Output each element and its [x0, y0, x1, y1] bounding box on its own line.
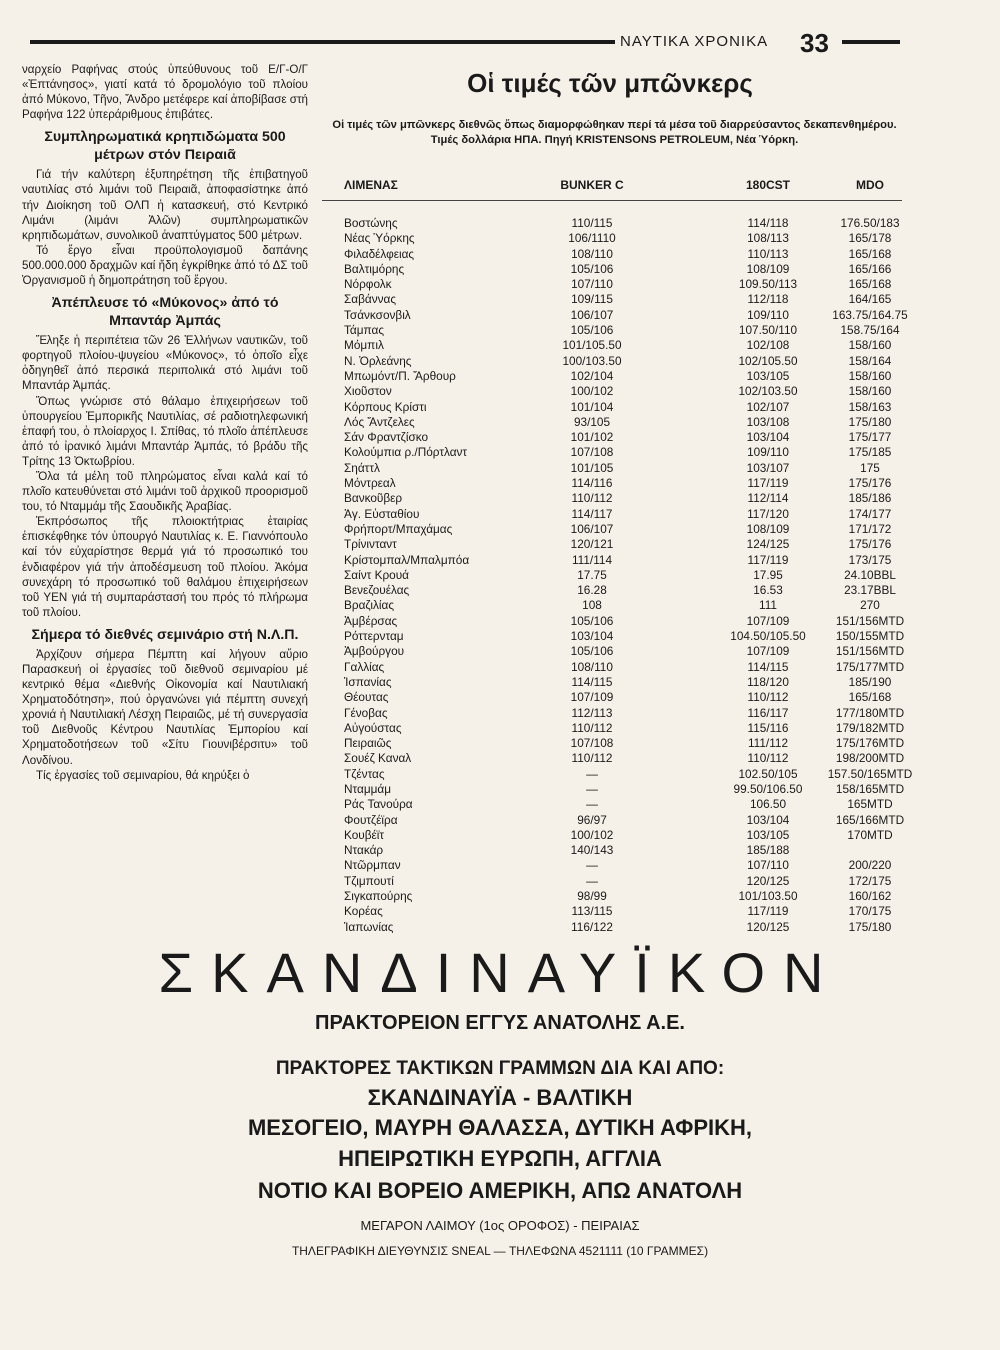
left-column [22, 62, 308, 783]
port-cell: Νόρφολκ [344, 277, 392, 292]
port-cell: Αὐγούστας [344, 720, 402, 735]
port-cell: Ἰαπωνίας [344, 919, 394, 934]
mdo-cell: 165/166MTD [835, 812, 905, 827]
bunker-c-cell: 114/116 [571, 476, 613, 491]
table-row [322, 598, 902, 613]
cst-180-cell: 112/114 [747, 491, 789, 506]
mdo-cell: 151/156MTD [835, 644, 905, 659]
section-paragraph: Τίς ἐργασίες τοῦ σεμιναρίου, θά κηρύξει ὁ [36, 768, 250, 782]
cst-180-cell: 106.50 [749, 797, 787, 812]
table-row [322, 812, 905, 828]
cst-180-cell: 103/104 [746, 430, 790, 445]
bunker-c-cell: 108/110 [571, 659, 613, 674]
table-body [322, 216, 913, 935]
bunker-c-cell: 100/103.50 [562, 353, 622, 368]
table-row [322, 216, 902, 231]
cst-180-cell: 117/119 [747, 552, 789, 567]
mdo-cell: 170/175 [848, 904, 892, 919]
bunker-c-cell: 93/105 [573, 414, 611, 429]
port-cell: Ἀμβέρσας [344, 613, 398, 628]
cst-180-cell: 99.50/106.50 [733, 781, 803, 796]
bunker-c-cell: 110/112 [571, 751, 613, 766]
bunker-c-cell: 110/112 [571, 720, 613, 735]
bunker-c-cell: 120/121 [570, 537, 614, 552]
table-row [322, 415, 902, 430]
bunker-c-cell: 101/105 [570, 460, 614, 475]
section-paragraph: Ὅπως γνώρισε στό θάλαμο ἐπιχειρήσεων τοῦ ὑπουργείου Ἐμπορικῆς Ναυτιλίας, σέ ραδιοτηλεφωνική ἐπαφή του, ὁ πλοίαρχος Ι. Σπίθας, τό πλοῖο ἀπέπλευσε ἀπό τό ἰρανικό λιμάνι Μπαντάρ Ἀμπάς, τό βράδυ τῆς Τρίτης 13 Ὀκτωβρίου. [22, 394, 308, 468]
cst-180-cell: 102/105.50 [738, 353, 798, 368]
cst-180-cell: 185/188 [746, 843, 790, 858]
bunker-c-cell: 114/117 [571, 506, 613, 521]
bunker-c-cell: 106/107 [570, 307, 614, 322]
cst-180-cell: 107/109 [746, 644, 790, 659]
port-cell: Μόμπιλ [344, 338, 384, 353]
mdo-cell: 185/186 [848, 491, 892, 506]
table-row [322, 354, 902, 369]
mdo-cell: 158.75/164 [840, 323, 900, 338]
bunker-c-cell: 114/115 [571, 674, 613, 689]
mdo-cell: 179/182MTD [835, 720, 905, 735]
header-underline [322, 200, 902, 201]
cst-180-cell: 103/104 [746, 812, 790, 827]
mdo-cell: 175/176MTD [835, 736, 905, 751]
bunker-c-cell: 101/102 [570, 430, 614, 445]
mdo-cell: 151/156MTD [835, 613, 905, 628]
cst-180-cell: 107/110 [747, 858, 789, 873]
mdo-cell: 175 [860, 460, 880, 475]
column-header-mdo: MDO [856, 178, 884, 192]
cst-180-cell: 109/110 [747, 307, 789, 322]
table-row [322, 277, 902, 292]
cst-180-cell: 17.95 [753, 567, 783, 582]
table-row [322, 889, 902, 904]
mdo-cell: 165MTD [847, 797, 893, 812]
mdo-cell: 175/177MTD [835, 659, 905, 674]
port-cell: Ρόττερνταμ [344, 629, 404, 644]
bunker-c-cell: 116/122 [571, 919, 613, 934]
bunker-c-cell: 110/115 [571, 216, 613, 230]
mdo-cell: 176.50/183 [840, 216, 900, 230]
ad-line: ΝΟΤΙΟ ΚΑΙ ΒΟΡΕΙΟ ΑΜΕΡΙΚΗ, ΑΠΩ ΑΝΑΤΟΛΗ [257, 1178, 743, 1203]
bunker-c-cell: 111/114 [571, 552, 612, 567]
table-row [322, 491, 902, 506]
table-row [322, 613, 905, 629]
port-cell: Σαίντ Κρουά [344, 567, 409, 582]
table-row [322, 659, 905, 675]
cst-180-cell: 101/103.50 [738, 889, 798, 904]
ad-subtitle: ΠΡΑΚΤΟΡΕΙΟΝ ΕΓΓΥΣ ΑΝΑΤΟΛΗΣ Α.Ε. [315, 1012, 685, 1034]
cst-180-cell: 108/109 [746, 521, 790, 536]
table-row [322, 797, 902, 812]
port-cell: Κολούμπια ρ./Πόρτλαντ [344, 445, 468, 460]
cst-180-cell: 103/107 [746, 460, 790, 475]
cst-180-cell: 110/112 [747, 690, 789, 705]
bunker-c-cell: 107/109 [570, 690, 614, 705]
table-row [322, 292, 902, 307]
port-cell: Λός Ἄντζελες [344, 414, 415, 429]
mdo-cell: 24.10BBL [844, 567, 896, 582]
cst-180-cell: 114/115 [747, 659, 789, 674]
mdo-cell: 160/162 [848, 889, 892, 904]
ad-line: ΣΚΑΝΔΙΝΑΥΪΑ - ΒΑΛΤΙΚΗ [367, 1085, 633, 1110]
port-cell: Πειραιῶς [344, 736, 392, 751]
bunker-c-cell: 101/105.50 [562, 338, 622, 353]
ad-brand: ΣΚΑΝΔΙΝΑΥΪΚΟΝ [158, 941, 842, 1004]
bunker-c-cell: 105/106 [570, 613, 614, 628]
cst-180-cell: 108/109 [746, 261, 790, 276]
bunker-c-cell: — [586, 797, 598, 812]
bunker-c-cell: — [586, 781, 598, 796]
bunker-c-cell: 107/108 [570, 445, 614, 460]
ad-line: ΜΕΣΟΓΕΙΟ, ΜΑΥΡΗ ΘΑΛΑΣΣΑ, ΔΥΤΙΚΗ ΑΦΡΙΚΗ, [247, 1115, 753, 1140]
port-cell: Φιλαδέλφειας [344, 246, 415, 261]
cst-180-cell: 120/125 [746, 919, 790, 934]
cst-180-cell: 109.50/113 [738, 277, 798, 292]
bunker-c-cell: 109/115 [571, 292, 613, 307]
bunker-c-cell: 105/106 [570, 261, 614, 276]
table-row [322, 553, 902, 568]
mdo-cell: 173/175 [848, 552, 892, 567]
port-cell: Χιοῦστον [344, 384, 392, 399]
bunker-c-cell: 103/104 [570, 629, 614, 644]
cst-180-cell: 110/112 [747, 751, 789, 766]
port-cell: Ντακάρ [344, 843, 384, 858]
bunker-c-cell: 105/106 [570, 323, 614, 338]
bunker-c-cell: 102/104 [570, 368, 614, 383]
table-row [322, 920, 902, 935]
port-cell: Νέας Ὑόρκης [344, 231, 415, 246]
cst-180-cell: 109/110 [747, 445, 789, 460]
port-cell: Κρίστομπαλ/Μπαλμπόα [344, 552, 470, 567]
cst-180-cell: 112/118 [747, 292, 789, 307]
table-row [322, 231, 902, 246]
bunker-c-cell: 108 [582, 598, 602, 613]
bunker-c-cell: 17.75 [577, 567, 607, 582]
table-row [322, 445, 902, 460]
table-row [322, 247, 902, 262]
bunker-c-cell: 107/110 [571, 277, 613, 292]
port-cell: Σουέζ Καναλ [344, 751, 412, 766]
table-row [322, 720, 905, 736]
section-paragraph: Τό ἔργο εἶναι προϋπολογισμοῦ δαπάνης 500.000.000 δραχμῶν καί ἤδη ἐγκρίθηκε ἀπό τό ΔΣ τοῦ Ὀργανισμοῦ ἡ δημοπράτηση τοῦ ἔργου. [22, 243, 308, 288]
mdo-cell: 165/178 [848, 231, 892, 246]
mdo-cell: 177/180MTD [835, 705, 905, 720]
mdo-cell: 164/165 [848, 292, 892, 307]
section-paragraph: Ὅλα τά μέλη τοῦ πληρώματος εἶναι καλά καί τό πλοῖο κατευθύνεται στό λιμάνι τοῦ ἀρχικοῦ προορισμοῦ του, τό Νταμμάμ τῆς Σαουδικῆς Ἀραβίας. [22, 469, 308, 514]
bunker-c-cell: 100/102 [570, 827, 614, 842]
table-row [322, 522, 902, 537]
page-number: 33 [800, 28, 829, 58]
bunker-c-cell: 106/107 [570, 521, 614, 536]
port-cell: Γένοβας [344, 705, 388, 720]
bunker-c-cell: 98/99 [577, 889, 607, 904]
port-cell: Τζιμπουτί [344, 873, 394, 888]
table-row [322, 323, 902, 338]
bunker-c-cell: 106/1110 [568, 231, 616, 246]
port-cell: Κόρπους Κρίστι [344, 399, 427, 414]
bunker-c-cell: 16.28 [577, 583, 607, 598]
table-row [322, 430, 902, 445]
mdo-cell: 150/155MTD [835, 629, 905, 644]
port-cell: Βοστώνης [344, 216, 398, 230]
mdo-cell: 158/165MTD [835, 781, 905, 796]
ad-contact: ΤΗΛΕΓΡΑΦΙΚΗ ΔΙΕΥΘΥΝΣΙΣ SNEAL — ΤΗΛΕΦΩΝΑ 4521111 (10 ΓΡΑΜΜΕΣ) [291, 1244, 709, 1258]
table-row [322, 476, 902, 491]
table-row [322, 904, 902, 919]
section-heading: Ἀπέπλευσε τό «Μύκονος» ἀπό τό Μπαντάρ Ἀμπάς [51, 295, 279, 330]
cst-180-cell: 111 [759, 598, 777, 613]
column-header-port: ΛΙΜΕΝΑΣ [344, 178, 398, 192]
table-row [322, 874, 902, 889]
bunker-c-cell: 96/97 [577, 812, 607, 827]
table-row [322, 644, 905, 659]
bunker-c-cell: 140/143 [570, 843, 614, 858]
cst-180-cell: 117/119 [747, 904, 789, 919]
header-rule-right [842, 40, 900, 44]
port-cell: Βανκοῦβερ [344, 491, 403, 506]
table-row [322, 690, 902, 705]
ad-address: ΜΕΓΑΡΟΝ ΛΑΙΜΟΥ (1ος ΟΡΟΦΟΣ) - ΠΕΙΡΑΙΑΣ [360, 1218, 640, 1233]
mdo-cell: 175/176 [848, 537, 892, 552]
mdo-cell: 198/200MTD [835, 751, 905, 766]
table-row [322, 307, 908, 323]
mdo-cell: 175/176 [848, 476, 892, 491]
table-row [322, 858, 902, 873]
section-paragraph: Ἔληξε ἡ περιπέτεια τῶν 26 Ἑλλήνων ναυτικῶν, τοῦ φορτηγοῦ πλοίου-ψυγείου «Μύκονος», τό ὁποῖο εἶχε ὁδηγηθεῖ ἀπό περσικά περιπολικά στό λιμάνι τοῦ Μπαντάρ Ἀμπάς. [22, 334, 308, 393]
table-row [322, 781, 905, 797]
cst-180-cell: 120/125 [746, 873, 790, 888]
header-rule-left [30, 40, 615, 44]
cst-180-cell: 102/107 [746, 399, 790, 414]
port-cell: Βενεζουέλας [344, 583, 410, 598]
bunker-c-cell: 108/110 [571, 246, 613, 261]
bunker-c-cell: 112/113 [571, 705, 613, 720]
mdo-cell: 175/180 [848, 414, 892, 429]
port-cell: Ντῶρμπαν [344, 858, 401, 873]
port-cell: Βαλτιμόρης [344, 261, 405, 276]
cst-180-cell: 107/109 [746, 613, 790, 628]
section-heading: Συμπληρωματικά κρηπιδώματα 500 μέτρων στόν Πειραιᾶ [44, 129, 286, 164]
mdo-cell: 200/220 [848, 858, 892, 873]
cst-180-cell: 107.50/110 [738, 323, 798, 338]
mdo-cell: 157.50/165MTD [827, 766, 913, 781]
ad-line: ΠΡΑΚΤΟΡΕΣ ΤΑΚΤΙΚΩΝ ΓΡΑΜΜΩΝ ΔΙΑ ΚΑΙ ΑΠΟ: [275, 1058, 725, 1079]
mdo-cell: 174/177 [848, 506, 892, 521]
table-row [322, 675, 902, 690]
article-intro: Οἱ τιμές τῶν μπῶνκερς διεθνῶς ὅπως διαμορφώθηκαν περί τά μέσα τοῦ διαρρεύσαντος δεκαπενθημέρου. Τιμές δολλάρια ΗΠΑ. Πηγή KRISTENSONS PETROLEUM, Νέα Ὑόρκη. [332, 119, 897, 146]
section-paragraph: Ἐκπρόσωπος τῆς πλοιοκτήτριας ἑταιρίας ἐπισκέφθηκε τόν ὑπουργό Ναυτιλίας κ. Ε. Γιαννόπουλο καί τόν εὐχαρίστησε θερμά γιά τό προσωπικό του ἐνδιαφέρον γιά τήν ἀποδέσμευση τοῦ πλοίου. Ἀκόμα συνεχάρη τό προσωπικό τοῦ θαλάμου ἐπιχειρήσεων τοῦ ΥΕΝ γιά τή συμπαράστασή του πρός τό πλήρωμα τοῦ πλοίου. [22, 515, 308, 619]
bunker-c-cell: 105/106 [570, 644, 614, 659]
table-row [322, 537, 902, 552]
port-cell: Σάν Φραντζίσκο [344, 430, 429, 445]
mdo-cell: 171/172 [848, 521, 892, 536]
port-cell: Κουβέϊτ [344, 827, 385, 842]
port-cell: Φουτζέϊρα [344, 812, 398, 827]
mdo-cell: 165/168 [848, 277, 892, 292]
mdo-cell: 158/160 [848, 338, 892, 353]
table-row [322, 583, 902, 598]
cst-180-cell: 111/112 [747, 736, 788, 751]
cst-180-cell: 116/117 [747, 705, 789, 720]
port-cell: Κορέας [344, 904, 383, 919]
cst-180-cell: 117/120 [747, 506, 789, 521]
mdo-cell: 170MTD [847, 827, 893, 842]
port-cell: Μόντρεαλ [344, 476, 396, 491]
port-cell: Θέουτας [344, 690, 389, 705]
table-row [322, 736, 905, 751]
port-cell: Γαλλίας [344, 659, 385, 674]
table-row [322, 507, 902, 522]
port-cell: Βραζιλίας [344, 598, 395, 613]
table-row [322, 629, 905, 644]
mdo-cell: 165/168 [848, 246, 892, 261]
cst-180-cell: 103/108 [746, 414, 790, 429]
bunker-c-cell: 107/108 [570, 736, 614, 751]
port-cell: Ράς Τανούρα [344, 797, 413, 812]
mdo-cell: 158/164 [848, 353, 892, 368]
port-cell: Σαβάννας [344, 292, 397, 307]
section-paragraph: Γιά τήν καλύτερη ἐξυπηρέτηση τῆς ἐπιβατηγοῦ ναυτιλίας στό λιμάνι τοῦ Πειραιᾶ, ἀποφασίστηκε ἀπό τήν Διοίκηση τοῦ ΟΛΠ ἡ κατασκευή, στό Κεντρικό Λιμάνι (λιμάνι Ἀλῶν) συμπληρωματικῶν κρηπιδωμάτων, συνολικοῦ ἀναπτύγματος 500 μέτρων. [22, 168, 308, 242]
cst-180-cell: 124/125 [746, 537, 790, 552]
port-cell: Φρήπορτ/Μπαχάμας [344, 521, 453, 536]
port-cell: Σιγκαπούρης [344, 889, 413, 904]
bunker-c-cell: — [586, 766, 598, 781]
bunker-c-cell: — [586, 873, 598, 888]
table-row [322, 766, 913, 782]
table-row [322, 262, 902, 277]
mdo-cell: 158/160 [848, 384, 892, 399]
bunker-c-cell: 113/115 [571, 904, 613, 919]
bunker-c-cell: — [586, 858, 598, 873]
mdo-cell: 175/185 [848, 445, 892, 460]
cst-180-cell: 104.50/105.50 [730, 629, 806, 644]
column-header-bunker-c: BUNKER C [560, 178, 624, 192]
mdo-cell: 175/177 [848, 430, 892, 445]
bunker-c-cell: 101/104 [570, 399, 614, 414]
port-cell: Ἰσπανίας [344, 674, 392, 689]
mdo-cell: 175/180 [848, 919, 892, 934]
ad-line: ΗΠΕΙΡΩΤΙΚΗ ΕΥΡΩΠΗ, ΑΓΓΛΙΑ [338, 1146, 662, 1171]
port-cell: Τζέντας [344, 766, 385, 781]
cst-180-cell: 108/113 [747, 231, 789, 246]
section-heading: Σήμερα τό διεθνές σεμινάριο στή Ν.Λ.Π. [31, 626, 299, 643]
column-header-180cst: 180CST [745, 178, 791, 192]
section-paragraph: Ἀρχίζουν σήμερα Πέμπτη καί λήγουν αὔριο Παρασκευή οἱ ἐργασίες τοῦ διεθνοῦ σεμιναρίου μέ κεντρικό θέμα «Διεθνής Οἰκονομία καί Ναυτιλιακή Χρηματοδότηση», πού ὀργανώνει γιά πέμπτη συνεχή χρονιά ἡ Ναυτιλιακή Λέσχη Πειραιῶς, μέ τή συνεργασία τοῦ Διεθνοῦς Κέντρου Ναυτιλίας Ἐμπορίου καί Χρηματοδοτήσεων τοῦ «Σίτυ Γιουνιβέρσιτυ» τοῦ Λονδίνου. [22, 647, 308, 767]
mdo-cell: 172/175 [848, 873, 892, 888]
left-intro-paragraph: ναρχείο Ραφήνας στούς ὑπεύθυνους τοῦ Ε/Γ-Ο/Γ «Ἐπτάνησος», γιατί κατά τό δρομολόγιο τοῦ πλοίου ἀπό Μύκονο, Τῆνο, Ἄνδρο μετέφερε καί ἀποβίβασε στή Ραφήνα 122 ὑπεράριθμους ἐπιβάτες. [22, 63, 308, 122]
cst-180-cell: 118/120 [747, 674, 789, 689]
mdo-cell: 158/160 [848, 368, 892, 383]
publication-name: ΝΑΥΤΙΚΑ ΧΡΟΝΙΚΑ [620, 33, 769, 50]
mdo-cell: 163.75/164.75 [832, 307, 908, 322]
cst-180-cell: 117/119 [747, 476, 789, 491]
cst-180-cell: 103/105 [746, 827, 790, 842]
mdo-cell: 270 [860, 598, 880, 613]
table-row [322, 751, 905, 766]
table-row [322, 843, 902, 858]
table-row [322, 338, 902, 353]
cst-180-cell: 114/118 [747, 216, 789, 230]
cst-180-cell: 102.50/105 [738, 766, 798, 781]
cst-180-cell: 102/108 [746, 338, 790, 353]
table-row [322, 568, 902, 583]
article-title: Οἱ τιμές τῶν μπῶνκερς [467, 68, 753, 98]
bunker-c-cell: 110/112 [571, 491, 613, 506]
table-row [322, 461, 902, 476]
port-cell: Ἁγ. Εὐσταθίου [344, 506, 420, 521]
table-row [322, 369, 902, 384]
port-cell: Μπωμόντ/Π. Ἄρθουρ [344, 368, 456, 383]
mdo-cell: 165/166 [848, 261, 892, 276]
bunker-prices-table [322, 178, 913, 938]
table-row [322, 400, 902, 415]
bunker-c-cell: 100/102 [570, 384, 614, 399]
cst-180-cell: 110/113 [747, 246, 789, 261]
table-row [322, 705, 905, 721]
cst-180-cell: 16.53 [753, 583, 783, 598]
port-cell: Τσάνκσονβιλ [344, 307, 411, 322]
table-row [322, 828, 902, 843]
port-cell: Ἀμβούργου [344, 644, 405, 659]
port-cell: Νταμμάμ [344, 781, 392, 796]
table-row [322, 384, 902, 399]
mdo-cell: 158/163 [848, 399, 892, 414]
cst-180-cell: 115/116 [747, 720, 789, 735]
mdo-cell: 185/190 [848, 674, 892, 689]
port-cell: Σηάττλ [344, 460, 380, 475]
port-cell: Τρίνινταντ [344, 537, 397, 552]
cst-180-cell: 103/105 [746, 368, 790, 383]
mdo-cell: 165/168 [848, 690, 892, 705]
cst-180-cell: 102/103.50 [738, 384, 798, 399]
port-cell: Ν. Ὀρλεάνης [344, 353, 412, 368]
port-cell: Τάμπας [344, 323, 385, 338]
mdo-cell: 23.17BBL [844, 583, 896, 598]
